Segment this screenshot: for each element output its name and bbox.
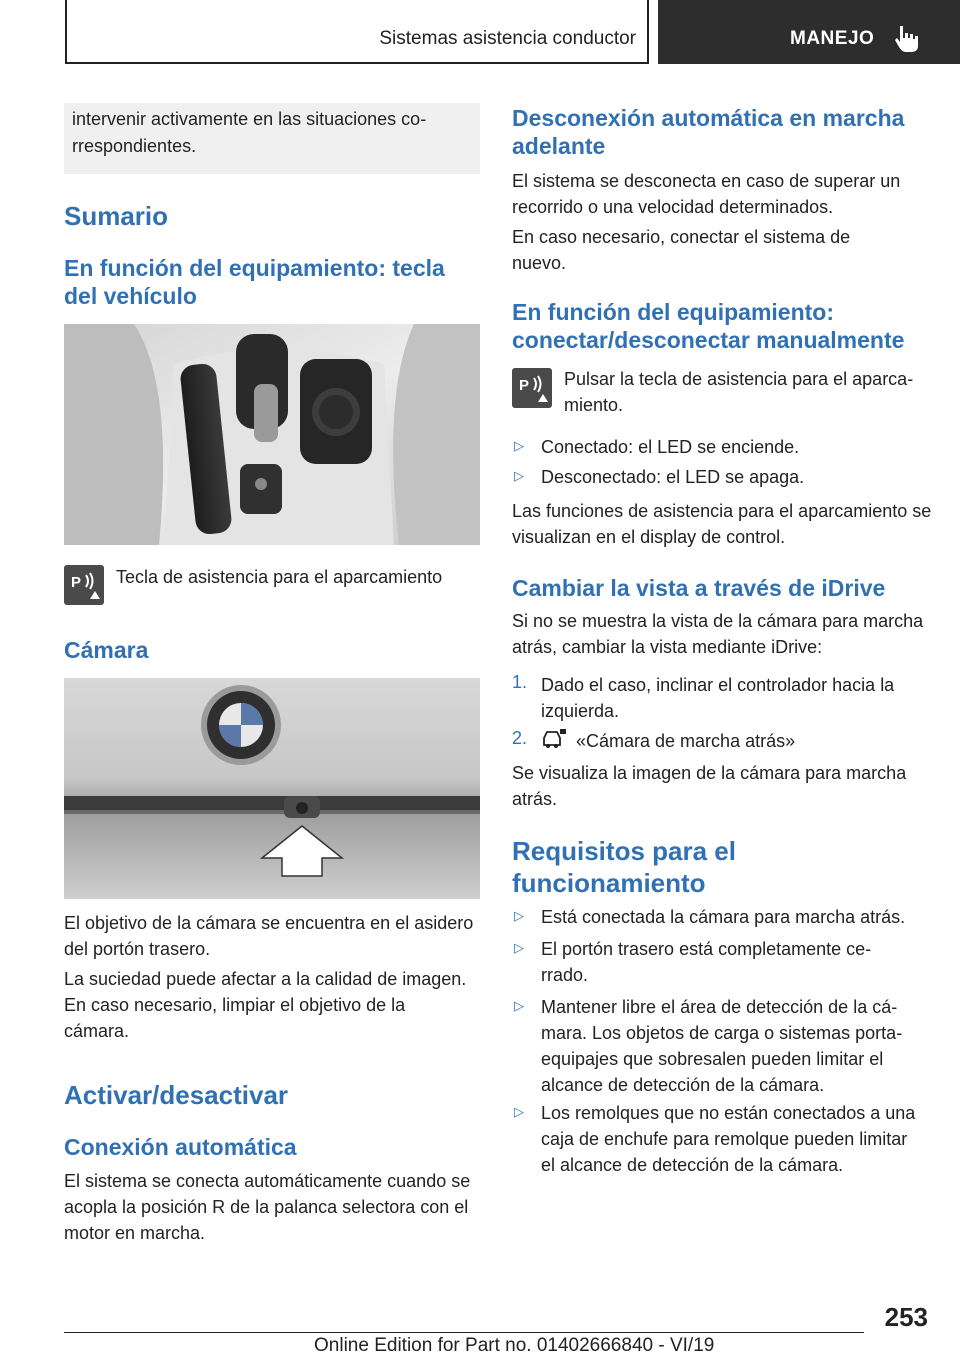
parking-assist-icon	[64, 565, 104, 605]
manual-heading: En función del equipamiento: conectar/desconectar manualmente	[512, 299, 905, 353]
step-number: 1.	[512, 672, 528, 692]
list-item: Los remolques que no están conectados a una caja de enchufe para remolque pueden limitar el alcance de detección de la cámara.	[541, 1103, 916, 1175]
bullet-triangle-icon: ▷	[514, 940, 524, 955]
bullet-triangle-icon: ▷	[514, 468, 524, 483]
camera-paragraph-1: El objetivo de la cámara se encuentra en el asidero del portón trasero.	[64, 913, 474, 959]
key-caption: Tecla de asistencia para el aparcamiento	[116, 567, 443, 587]
rear-camera-icon	[541, 728, 567, 757]
auto-disconnect-heading: Desconexión automática en marcha adelante	[512, 105, 905, 159]
idrive-heading: Cambiar la vista a través de iDrive	[512, 575, 886, 601]
parking-assist-icon	[512, 368, 552, 408]
manual-after-text: Las funciones de asistencia para el aparcamiento se visualizan en el display de control.	[512, 501, 932, 547]
hand-pointer-icon	[894, 24, 920, 59]
equipment-key-heading: En función del equipamiento: tecla del vehículo	[64, 255, 445, 309]
svg-text:P: P	[71, 574, 82, 591]
camera-heading: Cámara	[64, 637, 149, 663]
idrive-text: Si no se muestra la vista de la cámara para marcha atrás, cambiar la vista mediante iDrive:	[512, 611, 924, 657]
list-item: Conectado: el LED se enciende.	[541, 437, 800, 457]
idrive-after-text: Se visualiza la imagen de la cámara para marcha atrás.	[512, 763, 907, 809]
manual-text: Pulsar la tecla de asistencia para el aparcamiento.	[564, 369, 914, 415]
activate-heading: Activar/desactivar	[64, 1080, 289, 1110]
auto-disconnect-paragraph-1: El sistema se desconecta en caso de superar un recorrido o una velocidad determinados.	[512, 171, 901, 217]
step-number: 2.	[512, 728, 528, 748]
svg-text:P: P	[519, 377, 530, 394]
bullet-triangle-icon: ▷	[514, 998, 524, 1013]
header-chapter-label: MANEJO	[790, 28, 875, 49]
step-text: «Cámara de marcha atrás»	[576, 731, 796, 751]
list-item: El portón trasero está completamente cerrado.	[541, 939, 872, 985]
footer-divider	[64, 1332, 864, 1333]
auto-disconnect-paragraph-2: En caso necesario, conectar el sistema de nuevo.	[512, 227, 851, 273]
overview-heading: Sumario	[64, 201, 169, 231]
bullet-triangle-icon: ▷	[514, 438, 524, 453]
page-number: 253	[884, 1302, 928, 1332]
camera-image	[64, 678, 480, 899]
camera-paragraph-2: La suciedad puede afectar a la calidad de imagen. En caso necesario, limpiar el objetivo de la cámara.	[64, 969, 467, 1041]
header-section-title: Sistemas asistencia conductor	[379, 28, 636, 49]
footer-edition: Online Edition for Part no. 01402666840 - VI/19	[314, 1335, 715, 1356]
requirements-heading: Requisitos para el funcionamiento	[512, 836, 736, 898]
list-item: Está conectada la cámara para marcha atrás.	[541, 907, 906, 927]
auto-connection-text: El sistema se conecta automáticamente cuando se acopla la posición R de la palanca selectora con el motor en marcha.	[64, 1171, 471, 1243]
list-item: Mantener libre el área de detección de la cámara. Los objetos de carga o sistemas portaequipajes que sobresalen pueden limitar el alcance de detección de la cámara.	[541, 997, 903, 1095]
note-text: intervenir activamente en las situaciones correspondientes.	[72, 109, 427, 156]
bullet-triangle-icon: ▷	[514, 908, 524, 923]
auto-connection-heading: Conexión automática	[64, 1134, 297, 1160]
bullet-triangle-icon: ▷	[514, 1104, 524, 1119]
step-text: Dado el caso, inclinar el controlador hacia la izquierda.	[541, 675, 895, 721]
list-item: Desconectado: el LED se apaga.	[541, 467, 805, 487]
console-image	[64, 324, 480, 545]
